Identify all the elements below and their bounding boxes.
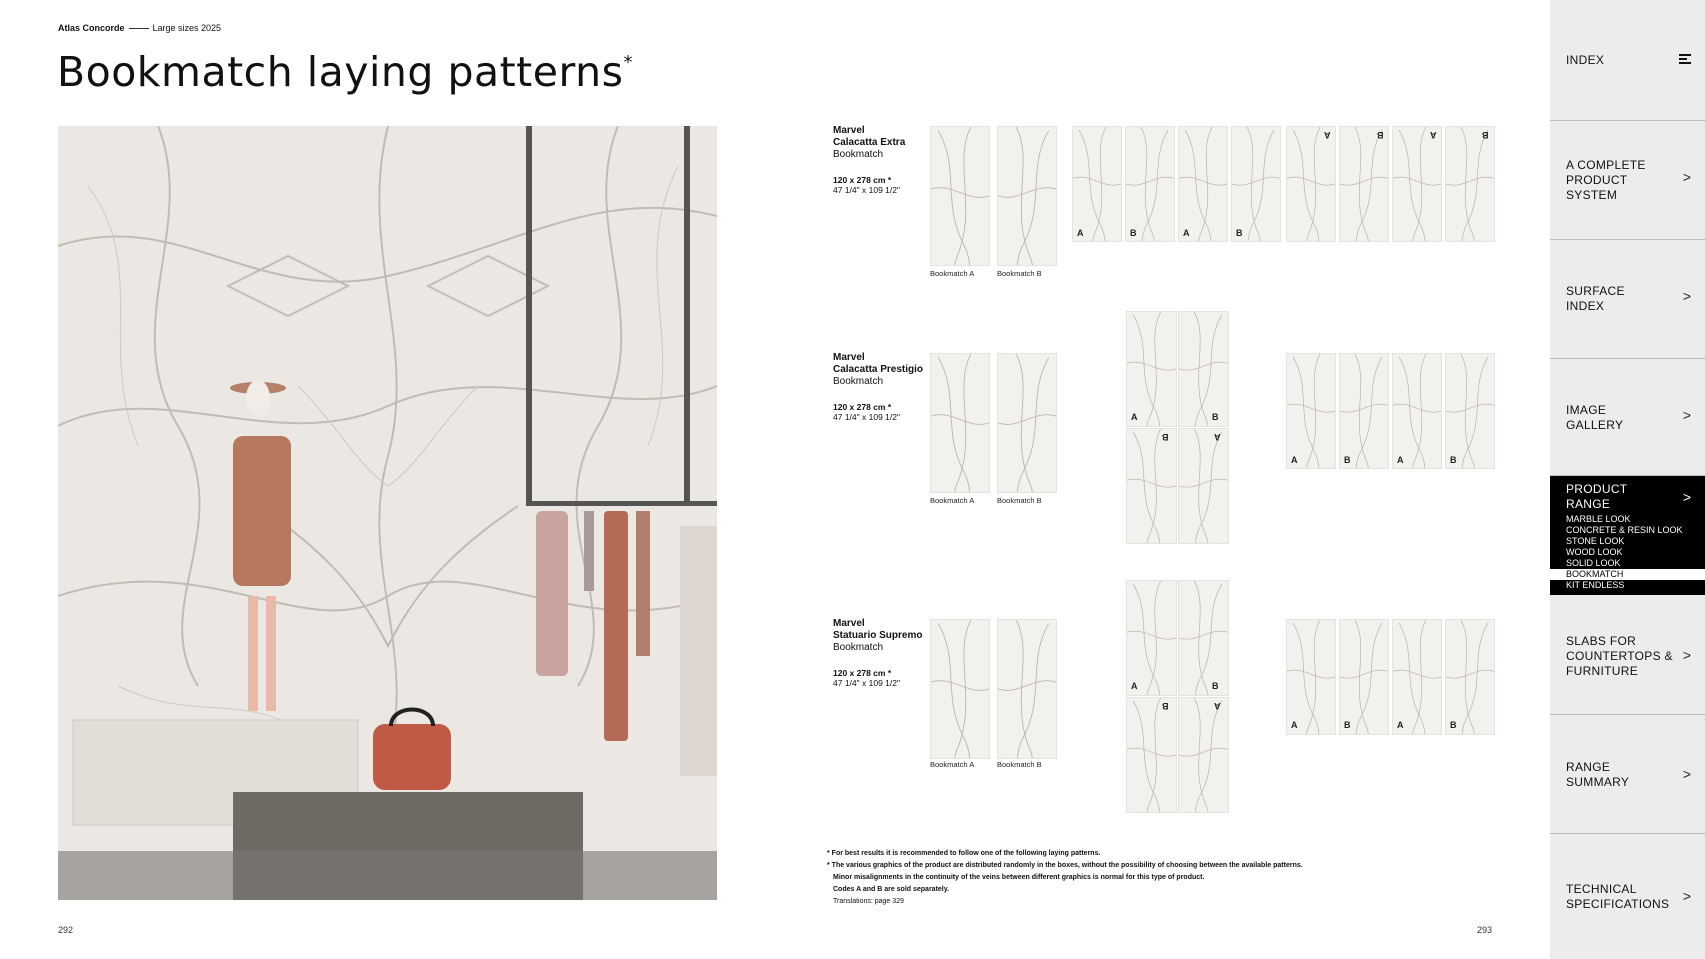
chevron-right-icon: > (1682, 489, 1691, 505)
footnotes: * For best results it is recommended to follow one of the following laying patterns. * The various graphics of the product are distributed randomly in the boxes, without the possibility of choosing between the available patterns. Minor misalignments in the continuity of the veins between different graphics is normal for this type of product. Codes A and B are sold separately. Translations: page 329 (827, 850, 1303, 905)
pattern-letter: B (1344, 720, 1351, 730)
marble-slab (997, 619, 1057, 759)
slab-caption: Bookmatch A (930, 496, 975, 505)
marble-slab (1178, 580, 1229, 696)
showroom-photo (58, 126, 717, 900)
pattern-letter: A (1430, 130, 1437, 140)
nav-item-technical-specifications[interactable]: TECHNICAL SPECIFICATIONS > (1566, 882, 1691, 911)
pattern-letter: A (1397, 455, 1404, 465)
sub-item-bookmatch[interactable]: BOOKMATCH (1566, 569, 1624, 579)
nav-item-slabs-countertops[interactable]: SLABS FOR COUNTERTOPS & FURNITURE > (1550, 595, 1705, 715)
marble-slab (1339, 619, 1389, 735)
pattern-letter: B (1482, 130, 1489, 140)
marble-slab (1339, 353, 1389, 469)
marble-slab (1126, 428, 1177, 544)
pattern-letter: A (1131, 681, 1138, 691)
pattern-letter: A (1214, 701, 1221, 711)
marble-slab (930, 353, 990, 493)
marble-slab (1072, 126, 1122, 242)
pattern-letter: A (1291, 720, 1298, 730)
product-info: Marvel Calacatta Prestigio Bookmatch 120 x 278 cm * 47 1/4" x 109 1/2" (833, 352, 924, 422)
marble-slab (1126, 697, 1177, 813)
product-info: Marvel Statuario Supremo Bookmatch 120 x 278 cm * 47 1/4" x 109 1/2" (833, 618, 923, 688)
marble-slab (930, 619, 990, 759)
chevron-right-icon: > (1682, 888, 1691, 904)
chevron-right-icon: > (1682, 407, 1691, 423)
pattern-letter: B (1377, 130, 1384, 140)
sub-item-concrete-resin-look[interactable]: CONCRETE & RESIN LOOK (1566, 525, 1683, 535)
brand-name: Atlas Concorde (58, 23, 125, 33)
pattern-letter: A (1131, 412, 1138, 422)
marble-slab (1126, 580, 1177, 696)
pattern-letter: B (1162, 432, 1169, 442)
slab-caption: Bookmatch B (997, 269, 1042, 278)
marble-slab (1392, 126, 1442, 242)
marble-slab (997, 126, 1057, 266)
pattern-letter: B (1162, 701, 1169, 711)
pattern-letter: A (1397, 720, 1404, 730)
page-title: Bookmatch laying patterns* (57, 48, 633, 96)
sub-item-stone-look[interactable]: STONE LOOK (1566, 536, 1625, 546)
marble-slab (1286, 619, 1336, 735)
pattern-letter: A (1291, 455, 1298, 465)
sidebar-nav (1550, 0, 1705, 959)
pattern-letter: B (1236, 228, 1243, 238)
marble-slab (1445, 353, 1495, 469)
nav-item-index[interactable]: INDEX (1550, 0, 1705, 121)
nav-item-surface-index[interactable]: SURFACE INDEX > (1550, 240, 1705, 359)
marble-slab (1286, 353, 1336, 469)
pattern-letter: B (1212, 412, 1219, 422)
pattern-letter: B (1344, 455, 1351, 465)
marble-slab (1339, 126, 1389, 242)
sub-item-wood-look[interactable]: WOOD LOOK (1566, 547, 1623, 557)
chevron-right-icon: > (1682, 766, 1691, 782)
sub-item-solid-look[interactable]: SOLID LOOK (1566, 558, 1621, 568)
pattern-letter: B (1130, 228, 1137, 238)
pattern-letter: A (1077, 228, 1084, 238)
pattern-letter: A (1324, 130, 1331, 140)
marble-slab (1286, 126, 1336, 242)
nav-item-complete-product-system[interactable]: A COMPLETE PRODUCT SYSTEM > (1550, 121, 1705, 240)
pattern-letter: A (1214, 432, 1221, 442)
nav-item-product-range[interactable]: PRODUCT RANGE > MARBLE LOOK CONCRETE & RESIN LOOK STONE LOOK WOOD LOOK SOLID LOOK BOOKMATCH KIT ENDLESS (1550, 476, 1705, 595)
marble-slab (930, 126, 990, 266)
marble-slab (1125, 126, 1175, 242)
page-number-right: 293 (1477, 925, 1493, 935)
page-number-left: 292 (58, 925, 74, 935)
slab-caption: Bookmatch B (997, 760, 1042, 769)
menu-icon (1679, 54, 1691, 66)
pattern-letter: A (1183, 228, 1190, 238)
marble-slab (1231, 126, 1281, 242)
slab-caption: Bookmatch A (930, 269, 975, 278)
marble-slab (1445, 619, 1495, 735)
title-asterisk: * (623, 52, 633, 73)
breadcrumb (58, 23, 221, 33)
slab-caption: Bookmatch A (930, 760, 975, 769)
product-info: Marvel Calacatta Extra Bookmatch 120 x 278 cm * 47 1/4" x 109 1/2" (833, 125, 906, 195)
marble-slab (1178, 311, 1229, 427)
sub-item-marble-look[interactable]: MARBLE LOOK (1566, 514, 1631, 524)
marble-slab (997, 353, 1057, 493)
sub-item-kit-endless[interactable]: KIT ENDLESS (1566, 580, 1625, 590)
marble-slab (1392, 619, 1442, 735)
marble-slab (1445, 126, 1495, 242)
divider (129, 28, 149, 29)
nav-item-image-gallery[interactable]: IMAGE GALLERY > (1550, 359, 1705, 476)
chevron-right-icon: > (1682, 288, 1691, 304)
chevron-right-icon: > (1682, 647, 1691, 663)
marble-slab (1178, 697, 1229, 813)
pattern-letter: B (1450, 455, 1457, 465)
chevron-right-icon: > (1682, 169, 1691, 185)
pattern-letter: B (1212, 681, 1219, 691)
marble-slab (1392, 353, 1442, 469)
pattern-letter: B (1450, 720, 1457, 730)
marble-slab (1126, 311, 1177, 427)
slab-caption: Bookmatch B (997, 496, 1042, 505)
catalog-subtitle: Large sizes 2025 (152, 23, 222, 33)
marble-slab (1178, 126, 1228, 242)
nav-item-range-summary[interactable]: RANGE SUMMARY > (1550, 715, 1705, 834)
marble-slab (1178, 428, 1229, 544)
